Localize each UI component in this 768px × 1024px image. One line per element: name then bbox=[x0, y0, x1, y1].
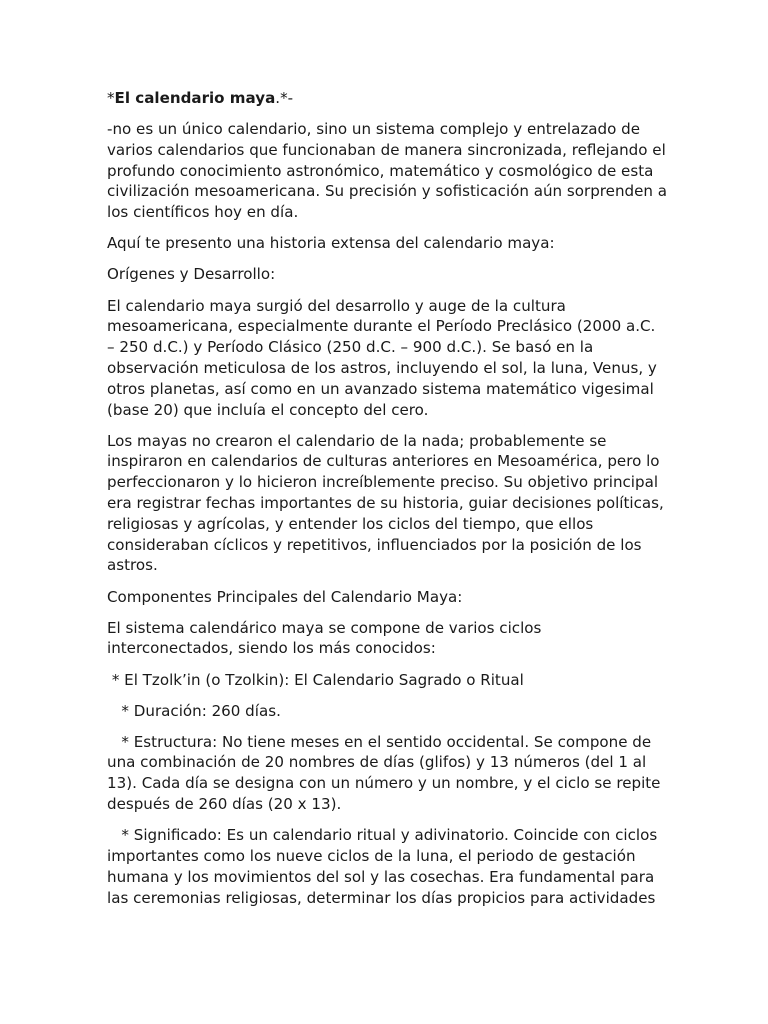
section-heading-components: Componentes Principales del Calendario Maya: bbox=[107, 587, 463, 606]
paragraph-purpose: Los mayas no crearon el calendario de la nada; probablemente se inspiraron en calendarios de culturas anteriores en Mesoamérica, pero lo perfeccionaron y lo hicieron increíblemente preciso. Su objetivo principal era registrar fechas importantes de su historia, guiar decisiones políticas, religiosas y agrícolas, y entender los ciclos del tiempo, que ellos consideraban cíclicos y repetitivos, influenciados por la posición de los astros. bbox=[107, 431, 669, 575]
paragraph-origins: El calendario maya surgió del desarrollo y auge de la cultura mesoamericana, especialmente durante el Período Preclásico (2000 a.C. – 250 d.C.) y Período Clásico (250 d.C. – 900 d.C.). Se basó en la observación meticulosa de los astros, incluyendo el sol, la luna, Venus, y otros planetas, así como en un avanzado sistema matemático vigesimal (base 20) que incluía el concepto del cero. bbox=[107, 296, 662, 419]
section-heading-origins: Orígenes y Desarrollo: bbox=[107, 265, 276, 284]
list-subitem-meaning: * Significado: Es un calendario ritual y adivinatorio. Coincide con ciclos importantes como los nueve ciclos de la luna, el periodo de gestación humana y los movimientos del sol y las cosechas. Era fundamental para las ceremonias religiosas, determinar los días propicios para actividades bbox=[107, 826, 663, 907]
paragraph-history-intro: Aquí te presento una historia extensa del calendario maya: bbox=[107, 234, 555, 253]
document-title bbox=[107, 88, 667, 109]
list-subitem-structure: * Estructura: No tiene meses en el sentido occidental. Se compone de una combinación de 20 nombres de días (glifos) y 13 números (del 1 al 13). Cada día se designa con un número y un nombre, y el ciclo se repite después de 260 días (20 x 13). bbox=[107, 732, 666, 814]
paragraph-components-intro: El sistema calendárico maya se compone de varios ciclos interconectados, siendo los más conocidos: bbox=[107, 618, 547, 658]
title-prefix: * bbox=[107, 89, 115, 107]
paragraph-intro: -no es un único calendario, sino un sistema complejo y entrelazado de varios calendarios que funcionaban de manera sincronizada, reflejando el profundo conocimiento astronómico, matemático y cosmológico de esta civilización mesoamericana. Su precisión y sofisticación aún sorprenden a los científicos hoy en día. bbox=[107, 120, 672, 222]
title-suffix: .*- bbox=[275, 89, 294, 107]
document-page bbox=[107, 88, 672, 919]
list-item-tzolkin: * El Tzolk’in (o Tzolkin): El Calendario Sagrado o Ritual bbox=[107, 670, 524, 689]
list-subitem-duration: * Duración: 260 días. bbox=[107, 701, 281, 720]
title-bold-text: El calendario maya bbox=[114, 89, 276, 107]
